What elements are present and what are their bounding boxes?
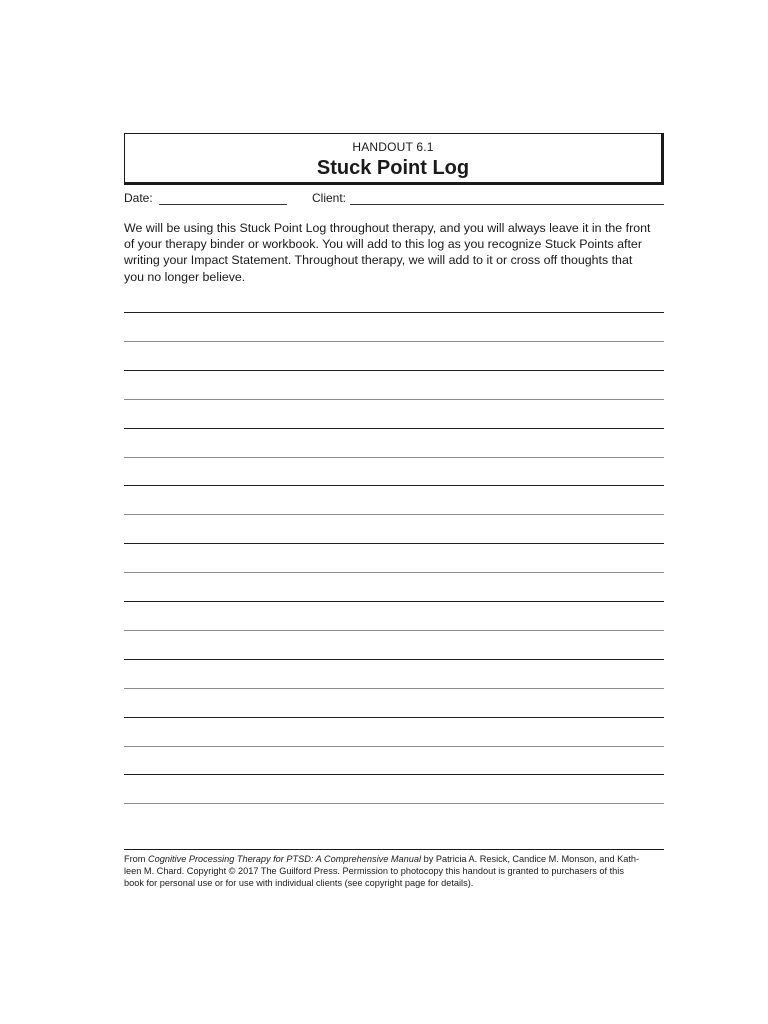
- log-entry-line[interactable]: [124, 630, 664, 631]
- intro-line: writing your Impact Statement. Throughout therapy, we will add to it or cross off thoughts that: [124, 253, 633, 268]
- footer-prefix: From: [124, 854, 148, 864]
- handout-title: Stuck Point Log: [316, 157, 470, 179]
- footer-divider: [124, 849, 664, 850]
- intro-line: We will be using this Stuck Point Log throughout therapy, and you will always leave it in the front: [124, 221, 651, 235]
- log-entry-line[interactable]: [124, 428, 664, 429]
- log-entry-line[interactable]: [124, 717, 664, 718]
- copyright-footer: [124, 853, 664, 889]
- log-entry-line[interactable]: [124, 485, 664, 486]
- log-entry-line[interactable]: [124, 572, 664, 573]
- footer-book-title: Cognitive Processing Therapy for PTSD: A Comprehensive Manual: [148, 854, 422, 864]
- client-label: Client:: [312, 191, 347, 205]
- footer-line: leen M. Chard. Copyright © 2017 The Guilford Press. Permission to photocopy this handout is granted to purchasers of this: [124, 866, 624, 876]
- log-entry-line[interactable]: [124, 688, 664, 689]
- intro-paragraph: [124, 220, 664, 285]
- log-entry-line[interactable]: [124, 399, 664, 400]
- footer-authors: by Patricia A. Resick, Candice M. Monson, and Kath-: [421, 854, 640, 864]
- log-entry-line[interactable]: [124, 543, 664, 544]
- log-entry-line[interactable]: [124, 312, 664, 313]
- handout-header-box: [124, 133, 664, 185]
- log-entry-line[interactable]: [124, 774, 664, 775]
- log-entry-line[interactable]: [124, 659, 664, 660]
- header-fields: [124, 191, 664, 209]
- footer-line: book for personal use or for use with individual clients (see copyright page for details).: [124, 878, 474, 888]
- log-entry-line[interactable]: [124, 370, 664, 371]
- log-entry-line[interactable]: [124, 457, 664, 458]
- log-entry-line[interactable]: [124, 746, 664, 747]
- client-field[interactable]: [350, 204, 664, 205]
- log-entry-line[interactable]: [124, 514, 664, 515]
- log-entry-line[interactable]: [124, 803, 664, 804]
- log-entry-line[interactable]: [124, 341, 664, 342]
- date-field[interactable]: [159, 204, 287, 205]
- log-entry-line[interactable]: [124, 601, 664, 602]
- footer-line: [124, 853, 664, 865]
- intro-line: you no longer believe.: [124, 269, 246, 284]
- stuck-point-log-lines: [124, 312, 664, 812]
- date-label: Date:: [124, 191, 153, 205]
- intro-line: of your therapy binder or workbook. You will add to this log as you recognize Stuck Points after: [124, 237, 642, 252]
- handout-number: HANDOUT 6.1: [352, 140, 434, 154]
